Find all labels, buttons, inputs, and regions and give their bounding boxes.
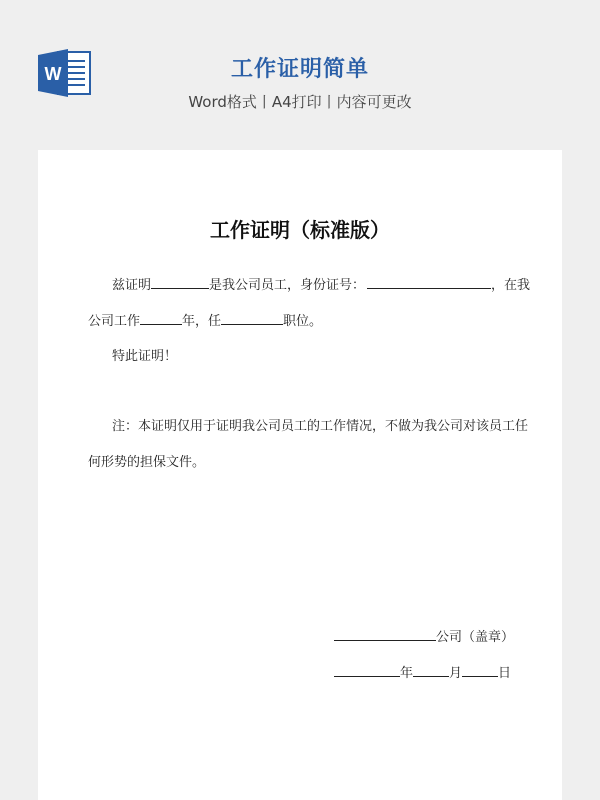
id-number-blank[interactable] [367,276,491,289]
header [0,0,600,150]
header-subtitle: Word格式丨A4打印丨内容可更改 [188,93,412,111]
day-blank[interactable] [462,664,498,677]
paragraph-line-1 [112,274,530,293]
text-segment: 公司工作 [88,314,141,329]
years-blank[interactable] [140,312,182,325]
svg-text:W: W [44,64,62,84]
name-blank[interactable] [151,276,209,289]
closing-line: 特此证明！ [112,349,178,364]
text-segment: 职位。 [283,314,323,329]
year-label: 年 [400,666,414,681]
month-label: 月 [449,666,463,681]
header-title: 工作证明简单 [230,57,369,82]
document-page [38,150,562,800]
signature-date [334,662,511,681]
note-line-1: 注：本证明仅用于证明我公司员工的工作情况，不做为我公司对该员工任 [112,419,529,434]
text-segment: 是我公司员工，身份证号： [209,278,366,293]
text-segment: ，在我 [491,278,531,293]
position-blank[interactable] [221,312,283,325]
month-blank[interactable] [413,664,449,677]
note-line-2: 何形势的担保文件。 [88,455,206,470]
company-label: 公司（盖章） [436,630,515,645]
text-segment: 年，任 [182,314,222,329]
text-segment: 兹证明 [112,278,152,293]
day-label: 日 [498,666,512,681]
document-title: 工作证明（标准版） [210,218,390,242]
paragraph-line-2 [88,310,322,329]
company-blank[interactable] [334,628,436,641]
signature-company [334,626,514,645]
year-blank[interactable] [334,664,400,677]
